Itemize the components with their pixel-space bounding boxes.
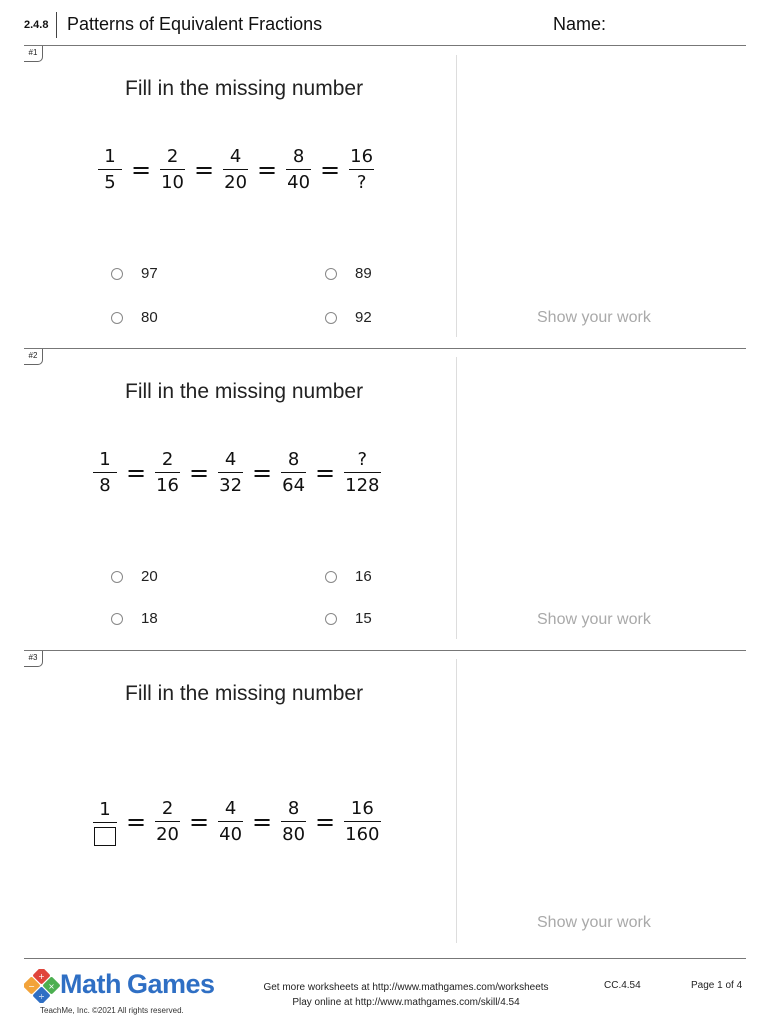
fraction-equation-1: $\frac{1}{5}$ = $\frac{2}{10}$ = $\frac{4}{20}$ = $\frac{8}{40}$ = $\frac{16}{?}$: [95, 147, 377, 194]
svg-text:÷: ÷: [38, 992, 45, 1001]
question-tag-3: #3: [24, 651, 43, 667]
fraction: $\frac{1}{8}$: [90, 450, 120, 497]
fraction: $\frac{8}{64}$: [282, 449, 306, 496]
answer-option[interactable]: 16: [325, 568, 372, 585]
question-tag-2: #2: [24, 349, 43, 365]
radio-button[interactable]: [325, 571, 337, 583]
show-your-work: Show your work: [537, 309, 651, 326]
question-prompt: Fill in the missing number: [125, 380, 364, 403]
answer-option[interactable]: 97: [111, 265, 158, 282]
answer-option[interactable]: 15: [325, 610, 372, 627]
fraction: $\frac{2}{20}$: [156, 798, 180, 845]
fraction: $\frac{2}{16}$: [156, 449, 180, 496]
question-rule: [24, 348, 746, 349]
radio-button[interactable]: [325, 613, 337, 625]
work-area-divider: [456, 357, 457, 639]
question-tag-1: #1: [24, 46, 43, 62]
answer-box[interactable]: [94, 827, 116, 846]
radio-button[interactable]: [111, 571, 123, 583]
fraction: $\frac{16}{160}$: [345, 798, 380, 845]
question-rule: [24, 650, 746, 651]
worksheets-link[interactable]: Get more worksheets at http://www.mathgames.com/worksheets: [263, 982, 549, 993]
fraction-equation-3: 1 = $\frac{2}{20}$ = $\frac{4}{40}$ = $\frac{8}{80}$ = $\frac{16}{160}$: [90, 799, 384, 846]
radio-button[interactable]: [111, 268, 123, 280]
answer-option[interactable]: 20: [111, 568, 158, 585]
page-number: Page 1 of 4: [691, 980, 743, 991]
fraction: $\frac{8}{40}$: [287, 146, 311, 193]
svg-text:+: +: [38, 972, 45, 981]
skill-code: 2.4.8: [24, 19, 49, 31]
fraction: $\frac{2}{10}$: [161, 146, 185, 193]
footer-rule: [24, 958, 746, 959]
name-label: Name:: [553, 14, 607, 34]
radio-button[interactable]: [325, 312, 337, 324]
worksheet-title: Patterns of Equivalent Fractions: [67, 14, 323, 34]
fraction: $\frac{8}{80}$: [282, 798, 306, 845]
footer-links: [240, 980, 572, 1010]
fraction-equation-2: $\frac{1}{8}$ = $\frac{2}{16}$ = $\frac{4}{32}$ = $\frac{8}{64}$ = $\frac{?}{128}$: [90, 450, 384, 497]
work-area-divider: [456, 55, 457, 337]
mathgames-logo-icon: [24, 969, 60, 1003]
fraction: $\frac{1}{5}$: [95, 147, 125, 194]
answer-option[interactable]: 92: [325, 309, 372, 326]
fraction: $\frac{4}{32}$: [219, 449, 243, 496]
radio-button[interactable]: [111, 312, 123, 324]
radio-button[interactable]: [325, 268, 337, 280]
svg-text:−: −: [28, 982, 35, 991]
show-your-work: Show your work: [537, 611, 651, 628]
fraction-missing: $\frac{16}{?}$: [350, 146, 374, 193]
radio-button[interactable]: [111, 613, 123, 625]
standard-code: CC.4.54: [604, 980, 641, 991]
copyright-text: TeachMe, Inc. ©2021 All rights reserved.: [40, 1006, 184, 1015]
question-prompt: Fill in the missing number: [125, 682, 364, 705]
work-area-divider: [456, 659, 457, 943]
play-online-link[interactable]: Play online at http://www.mathgames.com/skill/4.54: [292, 997, 520, 1008]
fraction-missing: 1: [90, 800, 120, 846]
fraction: $\frac{4}{20}$: [224, 146, 248, 193]
svg-text:×: ×: [48, 982, 55, 991]
show-your-work: Show your work: [537, 914, 651, 931]
answer-option[interactable]: 80: [111, 309, 158, 326]
fraction-missing: $\frac{?}{128}$: [345, 449, 380, 496]
fraction: $\frac{4}{40}$: [219, 798, 243, 845]
answer-option[interactable]: 89: [325, 265, 372, 282]
mathgames-logo-text: Math Games: [60, 969, 215, 999]
answer-option[interactable]: 18: [111, 610, 158, 627]
header-divider: [56, 12, 57, 38]
question-prompt: Fill in the missing number: [125, 77, 364, 100]
header-rule: [24, 45, 746, 46]
